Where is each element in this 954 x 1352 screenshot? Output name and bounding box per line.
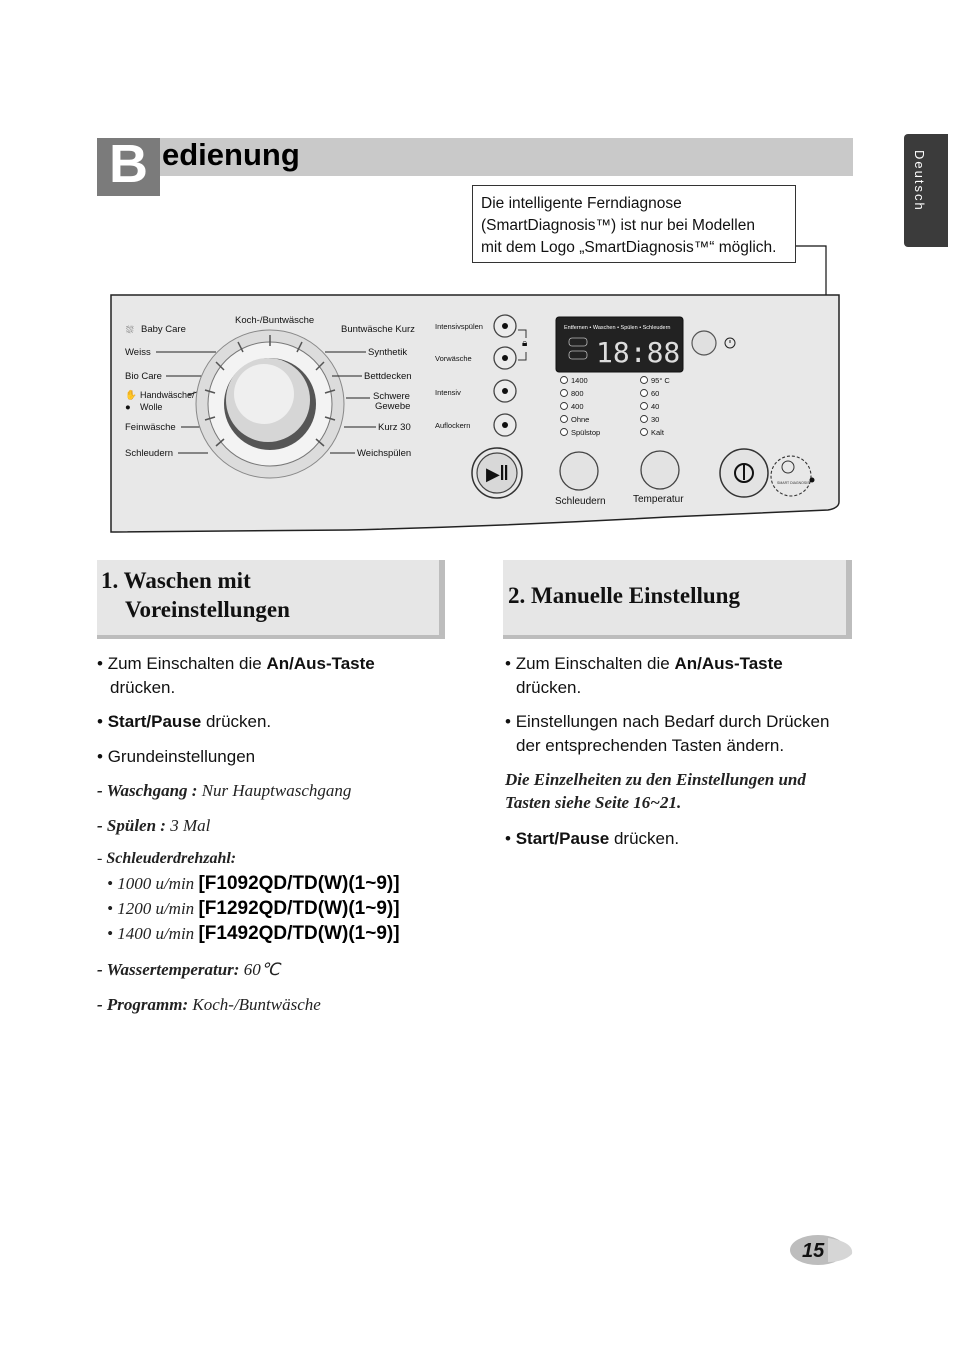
- prog-label: Handwäsche/: [140, 390, 195, 400]
- d1-value: Nur Hauptwaschgang: [197, 781, 352, 800]
- temp-option: Kalt: [651, 428, 664, 437]
- dial-top-label: Koch-/Buntwäsche: [235, 315, 315, 326]
- temp-option: 60: [651, 389, 660, 398]
- section1-heading-line2: Voreinstellungen: [125, 597, 290, 622]
- note-line: (SmartDiagnosis™) ist nur bei Modellen: [481, 217, 755, 234]
- title-initial: B: [109, 134, 148, 194]
- s2-bullet-power: • Zum Einschalten die An/Aus-Taste drücken.: [505, 652, 850, 700]
- section2-heading-text: 2. Manuelle Einstellung: [508, 583, 740, 608]
- start-pause-ref: Start/Pause: [515, 829, 610, 848]
- prog-label: Schleudern: [125, 448, 174, 459]
- default-rinse: - Spülen : 3 Mal: [97, 816, 211, 835]
- d4-value: 60℃: [239, 960, 280, 979]
- spin-row: • 1400 u/min [F1492QD/TD(W)(1~9)]: [107, 923, 400, 944]
- s2-b1-cont: drücken.: [516, 678, 582, 697]
- prog-label: Weichspülen: [357, 448, 412, 459]
- d2-label: Spülen :: [106, 816, 166, 835]
- wool-icon: ●: [125, 402, 131, 413]
- s1-bullet-defaults: • Grundeinstellungen: [97, 747, 256, 766]
- spin-option: 1400: [571, 376, 588, 385]
- handwash-icon: ✋: [125, 390, 137, 401]
- option-label: Vorwäsche: [435, 354, 472, 363]
- s2-note-line2: Tasten siehe Seite 16~21.: [505, 793, 682, 812]
- power-key-ref: An/Aus-Taste: [674, 654, 783, 673]
- s2-b3-text: drücken.: [609, 829, 680, 848]
- d2-value: 3 Mal: [165, 816, 211, 835]
- s2-bullet-settings: • Einstellungen nach Bedarf durch Drücken der entsprechenden Tasten ändern.: [505, 710, 850, 758]
- power-key-ref: An/Aus-Taste: [266, 654, 375, 673]
- d5-label: Programm:: [106, 995, 189, 1014]
- delay-button: [692, 331, 716, 355]
- default-wash-cycle: - Waschgang : Nur Hauptwaschgang: [97, 781, 352, 800]
- spin-option: Spülstop: [571, 428, 601, 437]
- spin-speed-list: [107, 871, 400, 946]
- baby-care-icon: ⛆: [126, 325, 134, 336]
- d1-label: Waschgang :: [106, 781, 198, 800]
- page-number: 15: [802, 1240, 825, 1262]
- prog-label: Bio Care: [125, 371, 162, 382]
- prog-label: Buntwäsche Kurz: [341, 324, 415, 335]
- prog-label: Feinwäsche: [125, 422, 176, 433]
- d3-label: Schleuderdrehzahl:: [106, 850, 237, 867]
- prog-label: Gewebe: [375, 401, 411, 412]
- option-label: Intensiv: [435, 388, 461, 397]
- prog-label: Weiss: [125, 347, 151, 358]
- default-water-temp: - Wassertemperatur: 60℃: [97, 960, 280, 979]
- spin-row: • 1200 u/min [F1292QD/TD(W)(1~9)]: [107, 898, 400, 919]
- section2-heading: [503, 560, 852, 639]
- prog-label: Synthetik: [368, 347, 408, 358]
- temp-option: 30: [651, 415, 660, 424]
- spin-option: 400: [571, 402, 584, 411]
- display-header: Entfernen • Waschen • Spülen • Schleudern: [564, 325, 671, 331]
- schleudern-label: Schleudern: [555, 496, 606, 507]
- s2-b2-line2: der entsprechenden Tasten ändern.: [516, 736, 785, 755]
- option-label: Intensivspülen: [435, 322, 483, 331]
- s2-page-reference: [505, 768, 806, 814]
- language-tab-label: Deutsch: [912, 150, 927, 212]
- default-program: - Programm: Koch-/Buntwäsche: [97, 995, 321, 1014]
- prog-label: Kurz 30: [378, 422, 411, 433]
- spin-option: Ohne: [571, 415, 590, 424]
- s2-b1-text: Zum Einschalten die: [515, 654, 675, 673]
- s1-bullet-power: • Zum Einschalten die An/Aus-Taste drücken.: [97, 652, 457, 700]
- play-pause-icon: ▶︎: [486, 464, 500, 484]
- s2-note-line1: Die Einzelheiten zu den Einstellungen und: [505, 770, 806, 789]
- schleudern-button: [560, 452, 598, 490]
- d5-value: Koch-/Buntwäsche: [188, 995, 321, 1014]
- start-pause-ref: Start/Pause: [107, 712, 202, 731]
- prog-label: Wolle: [140, 402, 163, 412]
- prog-label: Baby Care: [141, 324, 186, 335]
- temp-option: 40: [651, 402, 660, 411]
- spin-option: 800: [571, 389, 584, 398]
- default-spin-speed: - Schleuderdrehzahl:: [97, 850, 237, 867]
- option-label: Auflockern: [435, 421, 471, 430]
- page-number-badge: [788, 1232, 858, 1268]
- prog-label: Bettdecken: [364, 371, 412, 382]
- spin-row: • 1000 u/min [F1092QD/TD(W)(1~9)]: [107, 873, 400, 894]
- s1-b1-text: Zum Einschalten die: [107, 654, 267, 673]
- s1-b2-text: drücken.: [201, 712, 272, 731]
- prog-label: Schwere: [373, 391, 410, 402]
- note-line: Die intelligente Ferndiagnose: [481, 195, 682, 212]
- child-lock-icon: 🔒︎: [522, 338, 528, 349]
- display-digits: 18:88: [596, 336, 681, 369]
- control-panel-illustration: [108, 240, 848, 540]
- section1-heading: [97, 560, 445, 639]
- section1-heading-line1: 1. Waschen mit: [101, 568, 251, 593]
- d4-label: Wassertemperatur:: [106, 960, 240, 979]
- temperatur-button: [641, 451, 679, 489]
- page-title: edienung: [162, 137, 300, 172]
- s2-b2-line1: Einstellungen nach Bedarf durch Drücken: [515, 712, 830, 731]
- note-line: mit dem Logo „SmartDiagnosis™“ möglich.: [481, 239, 777, 256]
- s1-b1-cont: drücken.: [110, 678, 176, 697]
- temperatur-label: Temperatur: [633, 494, 684, 505]
- s2-bullet-start: • Start/Pause drücken.: [505, 829, 680, 848]
- temp-option: 95° C: [651, 376, 670, 385]
- smart-label: SMART DIAGNOSIS: [777, 481, 810, 485]
- s1-bullet-start: • Start/Pause drücken.: [97, 712, 272, 731]
- s1-b3-text: Grundeinstellungen: [107, 747, 256, 766]
